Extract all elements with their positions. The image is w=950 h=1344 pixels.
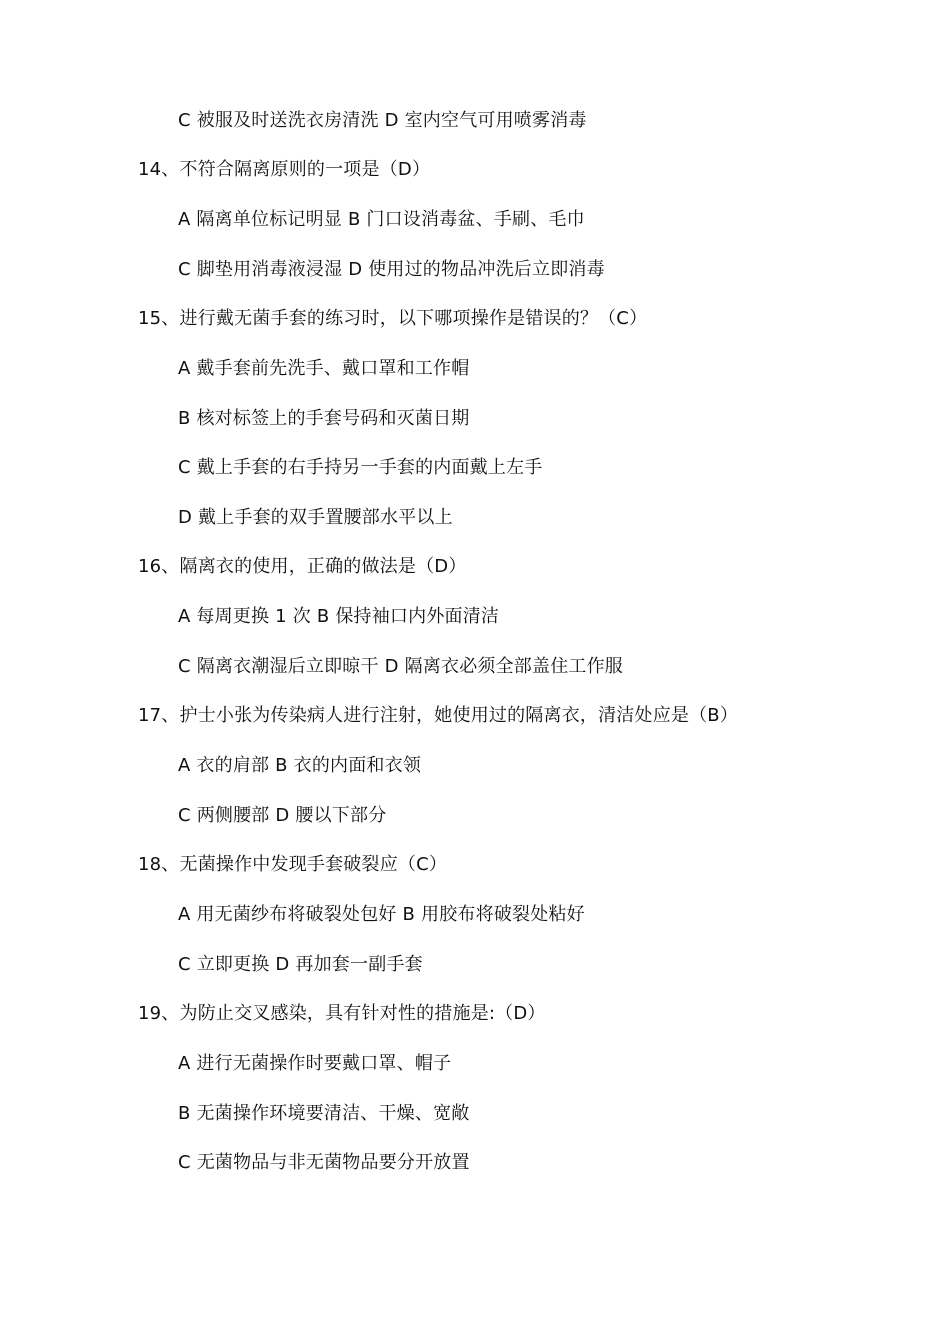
option-line: C 无菌物品与非无菌物品要分开放置 <box>178 1152 470 1173</box>
option-line: C 戴上手套的右手持另一手套的内面戴上左手 <box>178 457 543 478</box>
question-15: 15、进行戴无菌手套的练习时，以下哪项操作是错误的？（C） <box>138 308 648 329</box>
option-line: A 衣的肩部 B 衣的内面和衣领 <box>178 755 422 776</box>
option-line: A 戴手套前先洗手、戴口罩和工作帽 <box>178 358 470 379</box>
option-line: A 隔离单位标记明显 B 门口设消毒盆、手刷、毛巾 <box>178 209 585 230</box>
option-line: A 每周更换 1 次 B 保持袖口内外面清洁 <box>178 606 500 627</box>
question-18: 18、无菌操作中发现手套破裂应（C） <box>138 854 448 875</box>
question-17: 17、护士小张为传染病人进行注射，她使用过的隔离衣，清洁处应是（B） <box>138 705 739 726</box>
option-line: C 被服及时送洗衣房清洗 D 室内空气可用喷雾消毒 <box>178 110 587 131</box>
question-14: 14、不符合隔离原则的一项是（D） <box>138 159 431 180</box>
option-line: C 立即更换 D 再加套一副手套 <box>178 954 423 975</box>
question-16: 16、隔离衣的使用，正确的做法是（D） <box>138 556 467 577</box>
option-line: B 核对标签上的手套号码和灭菌日期 <box>178 408 470 429</box>
question-19: 19、为防止交叉感染，具有针对性的措施是:（D） <box>138 1003 546 1024</box>
option-line: C 隔离衣潮湿后立即晾干 D 隔离衣必须全部盖住工作服 <box>178 656 623 677</box>
option-line: D 戴上手套的双手置腰部水平以上 <box>178 507 453 528</box>
option-line: A 用无菌纱布将破裂处包好 B 用胶布将破裂处粘好 <box>178 904 585 925</box>
option-line: A 进行无菌操作时要戴口罩、帽子 <box>178 1053 452 1074</box>
option-line: C 脚垫用消毒液浸湿 D 使用过的物品冲洗后立即消毒 <box>178 259 605 280</box>
option-line: B 无菌操作环境要清洁、干燥、宽敞 <box>178 1103 470 1124</box>
option-line: C 两侧腰部 D 腰以下部分 <box>178 805 387 826</box>
